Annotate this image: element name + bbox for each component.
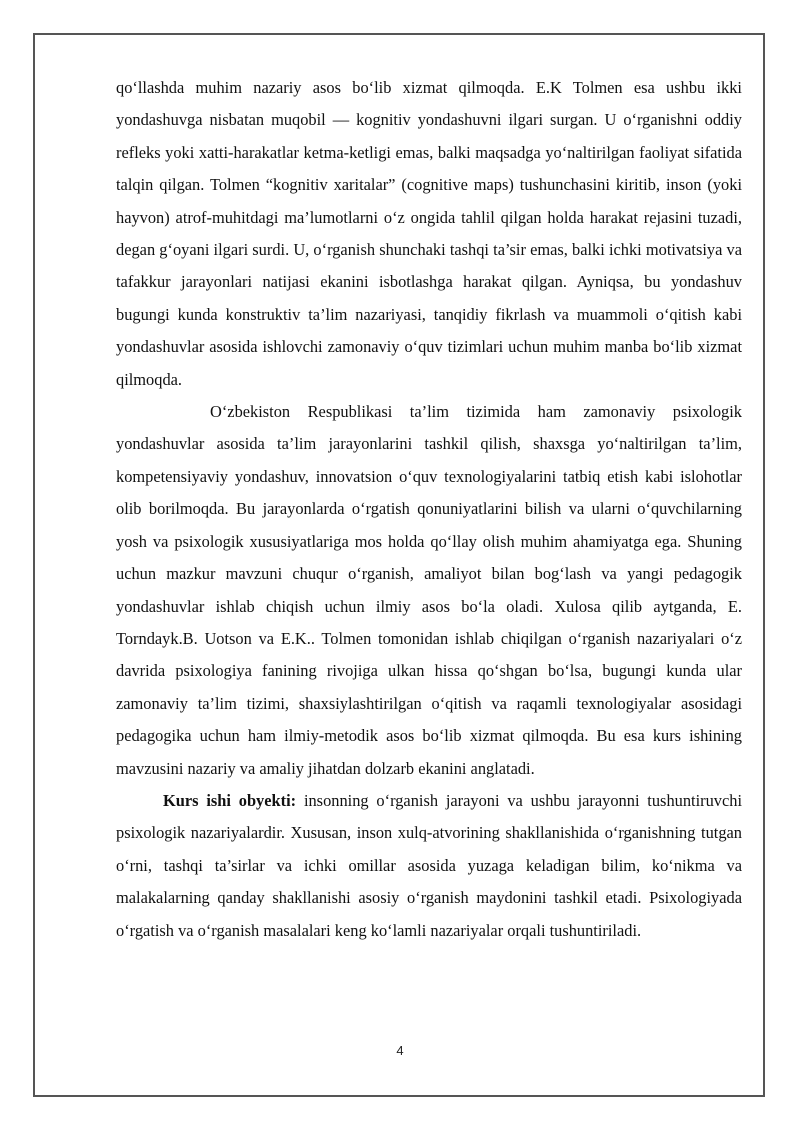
paragraph-continuation: qo‘llashda muhim nazariy asos bo‘lib xizmat qilmoqda. E.K Tolmen esa ushbu ikki yondashuvga nisbatan muqobil — kognitiv yondashuvni ilgari surgan. U o‘rganishni oddiy refleks yoki xatti-harakatlar ketma-ketligi emas, balki maqsadga yo‘naltirilgan faoliyat sifatida talqin qilgan. Tolmen “kognitiv xaritalar” (cognitive maps) tushunchasini kiritib, inson (yoki hayvon) atrof-muhitdagi ma’lumotlarni o‘z ongida tahlil qilgan holda harakat rejasini tuzadi, degan g‘oyani ilgari surdi. U, o‘rganish shunchaki tashqi ta’sir emas, balki ichki motivatsiya va tafakkur jarayonlari natijasi ekanini isbotlashga harakat qilgan. Ayniqsa, bu yondashuv bugungi kunda konstruktiv ta’lim nazariyasi, tanqidiy fikrlash va muammoli o‘qitish kabi yondashuvlar asosida ishlovchi zamonaviy o‘quv tizimlari uchun muhim manba bo‘lib xizmat qilmoqda. <box>116 78 742 389</box>
course-object-text: insonning o‘rganish jarayoni va ushbu jarayonni tushuntiruvchi psixologik nazariyalardir. Xususan, inson xulq-atvorining shakllanishida o‘rganishning tutgan o‘rni, tashqi ta’sirlar va ichki omillar asosida yuzaga keladigan bilim, ko‘nikma va malakalarning qanday shakllanishi asosiy o‘rganish maydonini tashkil etadi. Psixologiyada o‘rgatish va o‘rganish masalalari keng ko‘lamli nazariyalar orqali tushuntiriladi. <box>116 790 743 940</box>
course-object-label: Kurs ishi obyekti: <box>163 790 297 810</box>
paragraph-course-object <box>116 785 742 947</box>
paragraph-education-system: O‘zbekiston Respublikasi ta’lim tizimida ham zamonaviy psixologik yondashuvlar asosida ta’lim jarayonlarini tashkil qilish, shaxsga yo‘naltirilgan ta’lim, kompetensiyaviy yondashuv, innovatsion o‘quv texnologiyalarini tatbiq etish kabi islohotlar olib borilmoqda. Bu jarayonlarda o‘rgatish qonuniyatlarini bilish va ularni o‘quvchilarning yosh va psixologik xususiyatlariga mos holda qo‘llay olish muhim ahamiyatga ega. Shuning uchun mazkur mavzuni chuqur o‘rganish, amaliyot bilan bog‘lash va yangi pedagogik yondashuvlar ishlab chiqish uchun ilmiy asos bo‘la oladi. Xulosa qilib aytganda, E. Torndayk.B. Uotson va E.K.. Tolmen tomonidan ishlab chiqilgan o‘rganish nazariyalari o‘z davrida psixologiya fanining rivojiga ulkan hissa qo‘shgan bo‘lsa, bugungi kunda ular zamonaviy ta’lim tizimi, shaxsiylashtirilgan o‘qitish va raqamli texnologiyalar asosidagi pedagogika uchun ham ilmiy-metodik asos bo‘lib xizmat qilmoqda. Bu esa kurs ishining mavzusini nazariy va amaliy jihatdan dolzarb ekanini anglatadi. <box>116 402 742 778</box>
document-body <box>116 72 742 947</box>
page-number: 4 <box>396 1043 404 1058</box>
